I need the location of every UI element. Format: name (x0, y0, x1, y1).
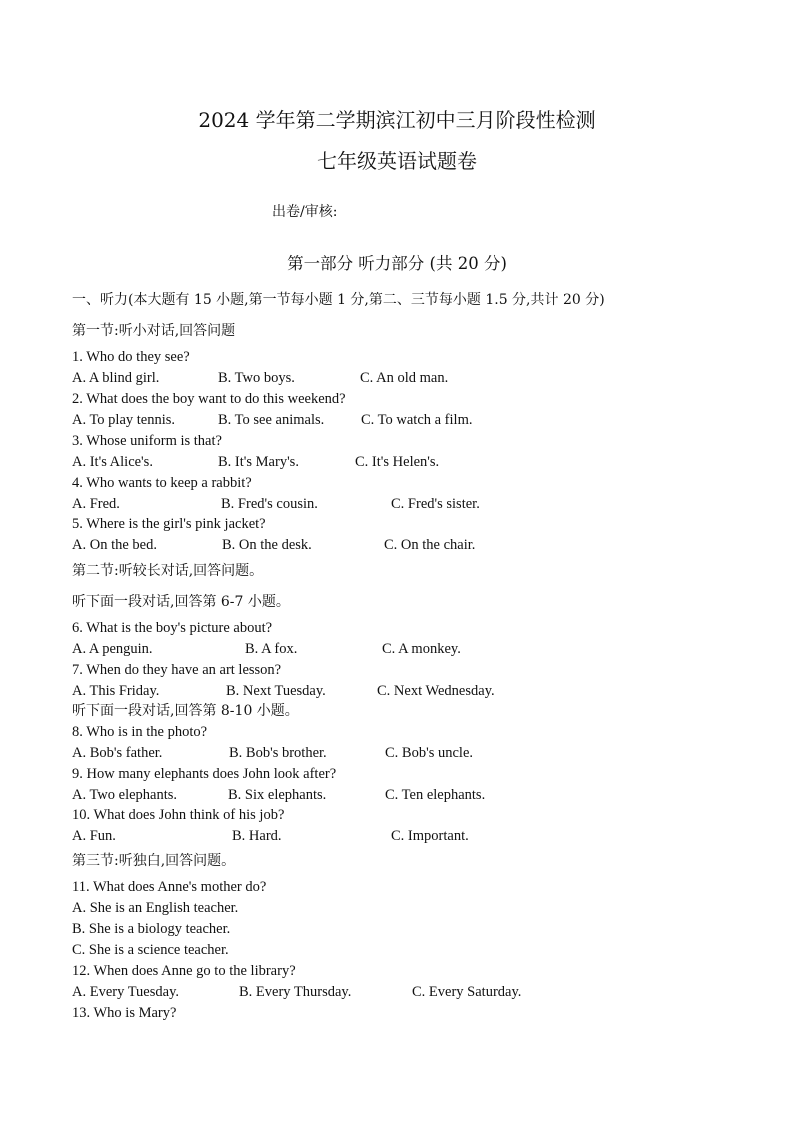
question-11: 11. What does Anne's mother do? (72, 879, 267, 895)
option-b: B. Hard. (232, 828, 282, 844)
exam-subtitle: 七年级英语试题卷 (317, 149, 477, 173)
option-c: C. Fred's sister. (391, 496, 480, 512)
option-a: A. Fred. (72, 496, 120, 512)
option-b: B. It's Mary's. (218, 454, 299, 470)
option-b: B. She is a biology teacher. (72, 921, 231, 937)
section2-title: 第二节:听较长对话,回答问题。 (72, 563, 264, 579)
option-a: A. It's Alice's. (72, 454, 153, 470)
review-label: 出卷/审核: (272, 204, 338, 220)
option-c: C. On the chair. (384, 537, 476, 553)
option-c: C. Ten elephants. (385, 787, 486, 803)
option-b: B. Every Thursday. (239, 984, 352, 1000)
option-c: C. A monkey. (382, 641, 461, 657)
option-a: A. She is an English teacher. (72, 900, 239, 916)
question-6: 6. What is the boy's picture about? (72, 620, 273, 636)
option-c: C. It's Helen's. (355, 454, 440, 470)
option-b: B. Fred's cousin. (221, 496, 318, 512)
listening-instruction: 一、听力(本大题有 15 小题,第一节每小题 1 分,第二、三节每小题 1.5 分,共计 20 分) (72, 292, 605, 308)
question-12: 12. When does Anne go to the library? (72, 963, 296, 979)
option-b: B. On the desk. (222, 537, 312, 553)
option-c: C. She is a science teacher. (72, 942, 229, 958)
question-10: 10. What does John think of his job? (72, 807, 285, 823)
section1-title: 第一节:听小对话,回答问题 (72, 323, 236, 339)
option-a: A. A blind girl. (72, 370, 160, 386)
section3-title: 第三节:听独白,回答问题。 (72, 853, 236, 869)
question-2: 2. What does the boy want to do this weekend? (72, 391, 346, 407)
option-a: A. Two elephants. (72, 787, 178, 803)
option-a: A. Fun. (72, 828, 116, 844)
exam-title: 2024 学年第二学期滨江初中三月阶段性检测 (198, 108, 596, 132)
question-8: 8. Who is in the photo? (72, 724, 208, 740)
question-5: 5. Where is the girl's pink jacket? (72, 516, 266, 532)
option-b: B. A fox. (245, 641, 298, 657)
option-c: C. Bob's uncle. (385, 745, 473, 761)
part-title: 第一部分 听力部分 (共 20 分) (287, 254, 507, 273)
option-c: C. Every Saturday. (412, 984, 522, 1000)
question-9: 9. How many elephants does John look after? (72, 766, 337, 782)
option-a: A. This Friday. (72, 683, 160, 699)
option-b: B. To see animals. (218, 412, 325, 428)
dialog2-intro: 听下面一段对话,回答第 8-10 小题。 (72, 703, 299, 719)
question-1: 1. Who do they see? (72, 349, 190, 365)
option-b: B. Six elephants. (228, 787, 327, 803)
option-a: A. A penguin. (72, 641, 153, 657)
option-b: B. Bob's brother. (229, 745, 327, 761)
question-13: 13. Who is Mary? (72, 1005, 177, 1021)
question-7: 7. When do they have an art lesson? (72, 662, 282, 678)
option-a: A. Bob's father. (72, 745, 163, 761)
option-b: B. Two boys. (218, 370, 295, 386)
question-3: 3. Whose uniform is that? (72, 433, 222, 449)
option-a: A. On the bed. (72, 537, 157, 553)
option-c: C. Next Wednesday. (377, 683, 495, 699)
option-c: C. To watch a film. (361, 412, 473, 428)
option-c: C. An old man. (360, 370, 449, 386)
option-b: B. Next Tuesday. (226, 683, 326, 699)
option-a: A. Every Tuesday. (72, 984, 180, 1000)
option-c: C. Important. (391, 828, 469, 844)
option-a: A. To play tennis. (72, 412, 176, 428)
question-4: 4. Who wants to keep a rabbit? (72, 475, 252, 491)
dialog1-intro: 听下面一段对话,回答第 6-7 小题。 (72, 594, 290, 610)
